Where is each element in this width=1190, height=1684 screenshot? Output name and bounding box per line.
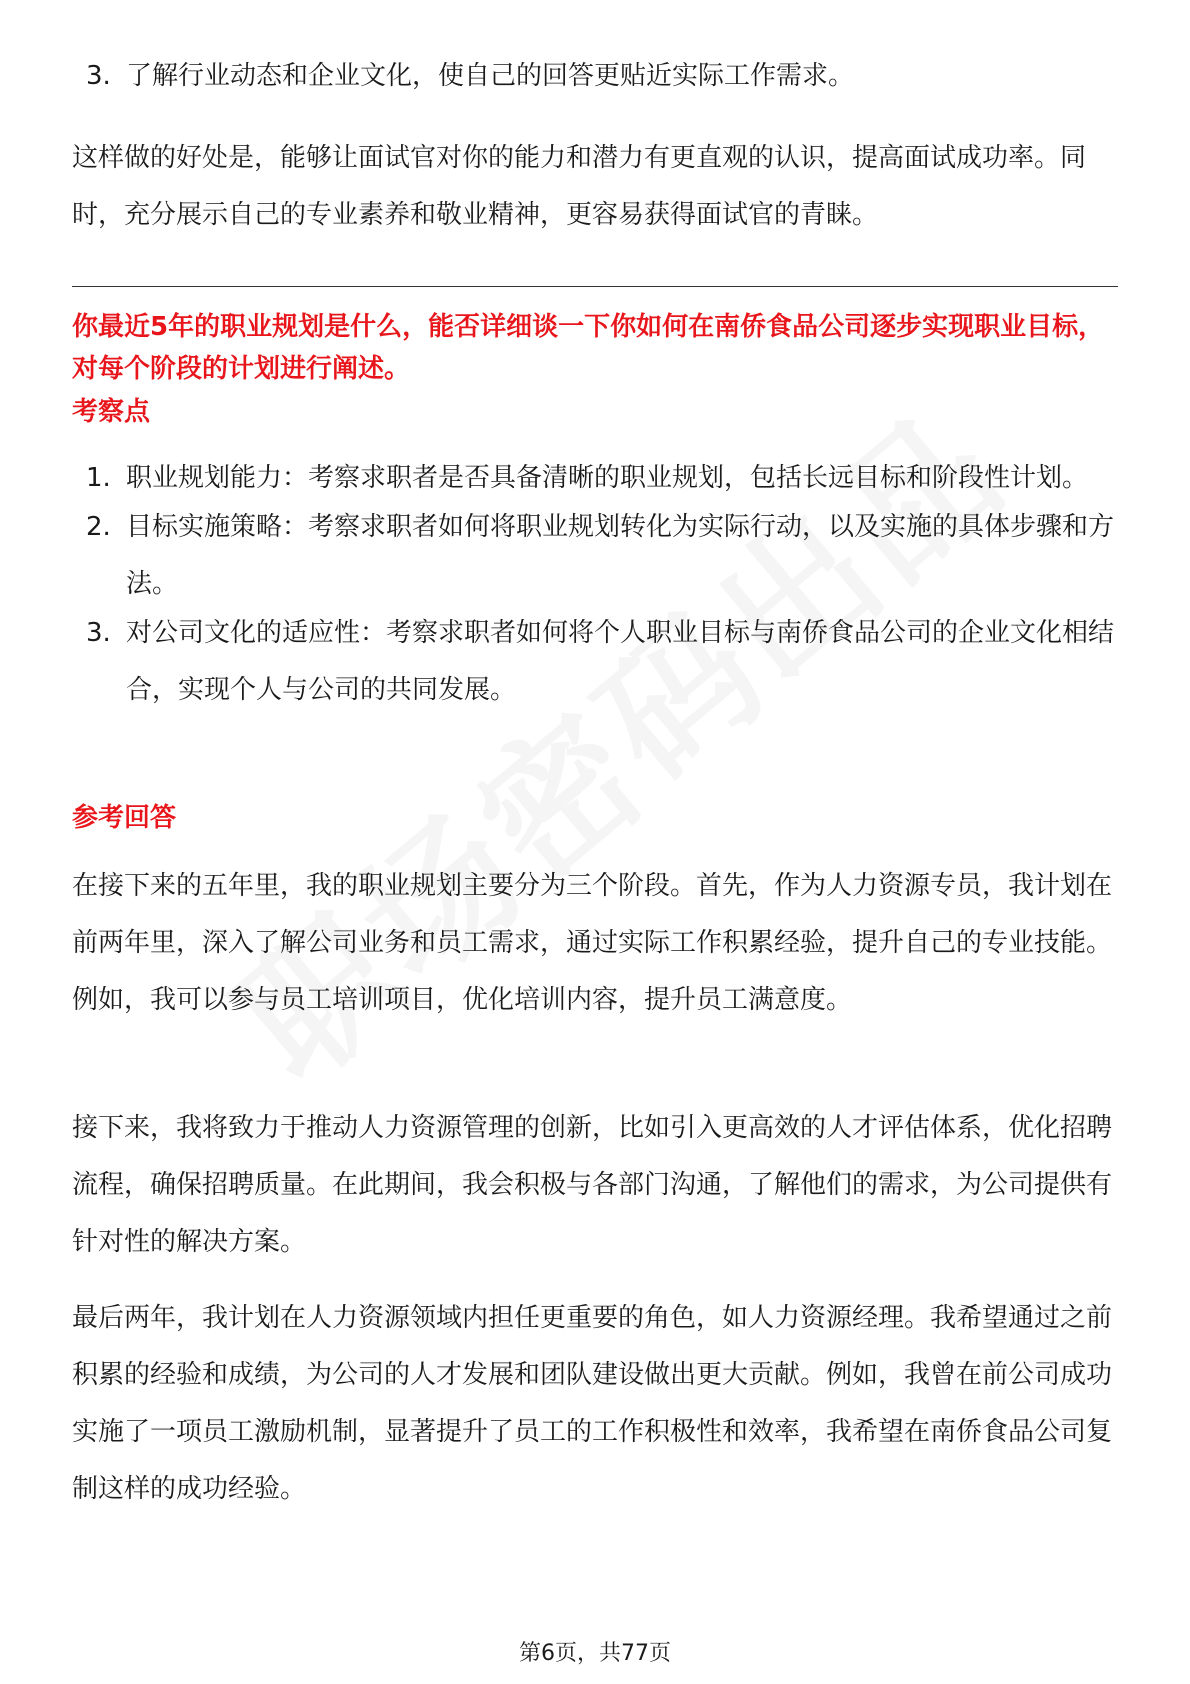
interview-question: 你最近5年的职业规划是什么，能否详细谈一下你如何在南侨食品公司逐步实现职业目标，对每个阶段的计划进行阐述。 bbox=[72, 312, 1105, 384]
list-number: 3. bbox=[86, 61, 111, 91]
top-list-item bbox=[72, 48, 1118, 105]
list-text: 了解行业动态和企业文化，使自己的回答更贴近实际工作需求。 bbox=[126, 61, 855, 91]
list-text: 目标实施策略：考察求职者如何将职业规划转化为实际行动，以及实施的具体步骤和方法。 bbox=[126, 512, 1115, 599]
section-divider bbox=[72, 286, 1118, 287]
list-text: 职业规划能力：考察求职者是否具备清晰的职业规划，包括长远目标和阶段性计划。 bbox=[126, 463, 1089, 493]
section-heading-points: 考察点 bbox=[72, 397, 151, 427]
list-item bbox=[72, 499, 1118, 613]
answer-paragraph: 最后两年，我计划在人力资源领域内担任更重要的角色，如人力资源经理。我希望通过之前积累的经验和成绩，为公司的人才发展和团队建设做出更大贡献。例如，我曾在前公司成功实施了一项员工激励机制，显著提升了员工的工作积极性和效率，我希望在南侨食品公司复制这样的成功经验。 bbox=[72, 1303, 1113, 1504]
answer-paragraph: 在接下来的五年里，我的职业规划主要分为三个阶段。首先，作为人力资源专员，我计划在前两年里，深入了解公司业务和员工需求，通过实际工作积累经验，提升自己的专业技能。例如，我可以参与员工培训项目，优化培训内容，提升员工满意度。 bbox=[72, 871, 1113, 1015]
list-number: 3. bbox=[86, 618, 111, 648]
list-number: 2. bbox=[86, 512, 111, 542]
intro-paragraph: 这样做的好处是，能够让面试官对你的能力和潜力有更直观的认识，提高面试成功率。同时，充分展示自己的专业素养和敬业精神，更容易获得面试官的青睐。 bbox=[72, 143, 1087, 230]
list-text: 对公司文化的适应性：考察求职者如何将个人职业目标与南侨食品公司的企业文化相结合，实现个人与公司的共同发展。 bbox=[126, 618, 1115, 705]
list-item bbox=[72, 605, 1118, 719]
list-number: 1. bbox=[86, 463, 111, 493]
page-footer: 第6页，共77页 bbox=[519, 1641, 671, 1666]
section-heading-answer: 参考回答 bbox=[72, 803, 177, 833]
answer-paragraph: 接下来，我将致力于推动人力资源管理的创新，比如引入更高效的人才评估体系，优化招聘流程，确保招聘质量。在此期间，我会积极与各部门沟通，了解他们的需求，为公司提供有针对性的解决方案。 bbox=[72, 1113, 1113, 1257]
points-list bbox=[72, 450, 1118, 719]
